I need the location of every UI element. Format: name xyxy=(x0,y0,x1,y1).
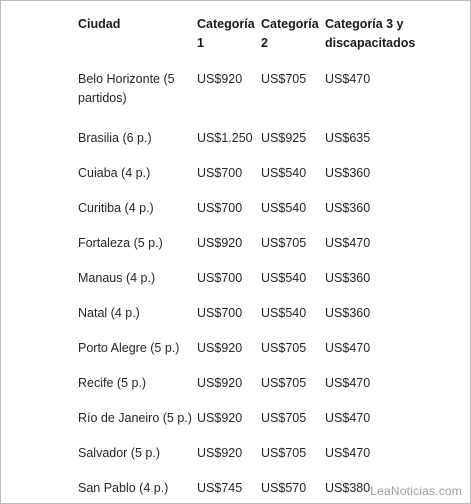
price-cat2-cell: US$540 xyxy=(261,201,307,215)
table-row xyxy=(73,187,450,222)
header-category-2: Categoría 2 xyxy=(261,17,319,50)
price-cat1-cell: US$920 xyxy=(197,376,243,390)
table-row xyxy=(73,117,450,152)
price-cat2-cell: US$570 xyxy=(261,481,307,495)
header-city: Ciudad xyxy=(78,17,121,31)
price-cat1-cell: US$920 xyxy=(197,236,243,250)
table-row xyxy=(73,432,450,467)
price-cat2-cell: US$540 xyxy=(261,166,307,180)
table-row xyxy=(73,292,450,327)
price-cat2-cell: US$705 xyxy=(261,72,307,86)
city-cell: Cuiaba (4 p.) xyxy=(78,166,151,180)
price-cat2-cell: US$705 xyxy=(261,446,307,460)
price-cat2-cell: US$540 xyxy=(261,271,307,285)
price-cat3-cell: US$360 xyxy=(325,166,371,180)
price-cat3-cell: US$470 xyxy=(325,411,371,425)
price-cat1-cell: US$920 xyxy=(197,341,243,355)
table-row xyxy=(73,222,450,257)
table-row xyxy=(73,327,450,362)
city-cell: Natal (4 p.) xyxy=(78,306,140,320)
header-category-1: Categoría 1 xyxy=(197,17,255,50)
table-row xyxy=(73,64,450,117)
price-cat3-cell: US$360 xyxy=(325,271,371,285)
price-cat2-cell: US$705 xyxy=(261,411,307,425)
price-cat3-cell: US$360 xyxy=(325,306,371,320)
city-cell: San Pablo (4 p.) xyxy=(78,481,169,495)
price-cat3-cell: US$470 xyxy=(325,72,371,86)
table-row xyxy=(73,152,450,187)
price-cat1-cell: US$920 xyxy=(197,446,243,460)
city-cell: Fortaleza (5 p.) xyxy=(78,236,163,250)
watermark-text: LeaNoticias.com xyxy=(370,484,462,498)
price-cat1-cell: US$700 xyxy=(197,306,243,320)
header-category-3: Categoría 3 y discapacitados xyxy=(325,17,416,50)
table-row xyxy=(73,257,450,292)
city-cell: Recife (5 p.) xyxy=(78,376,147,390)
price-cat1-cell: US$700 xyxy=(197,166,243,180)
city-cell: Río de Janeiro (5 p.) xyxy=(78,411,192,425)
city-cell: Porto Alegre (5 p.) xyxy=(78,341,180,355)
city-cell: Brasilia (6 p.) xyxy=(78,131,152,145)
price-cat2-cell: US$705 xyxy=(261,376,307,390)
price-cat1-cell: US$700 xyxy=(197,201,243,215)
price-cat1-cell: US$700 xyxy=(197,271,243,285)
ticket-price-table xyxy=(73,11,450,502)
price-cat3-cell: US$470 xyxy=(325,341,371,355)
price-cat1-cell: US$745 xyxy=(197,481,243,495)
price-cat2-cell: US$705 xyxy=(261,341,307,355)
city-cell: Manaus (4 p.) xyxy=(78,271,156,285)
price-cat3-cell: US$380 xyxy=(325,481,371,495)
price-cat3-cell: US$635 xyxy=(325,131,371,145)
city-cell: Belo Horizonte (5 partidos) xyxy=(78,72,175,105)
price-cat3-cell: US$470 xyxy=(325,236,371,250)
table-header-row xyxy=(73,11,450,64)
city-cell: Salvador (5 p.) xyxy=(78,446,160,460)
price-cat2-cell: US$925 xyxy=(261,131,307,145)
price-cat1-cell: US$920 xyxy=(197,411,243,425)
city-cell: Curitiba (4 p.) xyxy=(78,201,154,215)
price-cat1-cell: US$1.250 xyxy=(197,131,253,145)
table-row xyxy=(73,362,450,397)
price-cat1-cell: US$920 xyxy=(197,72,243,86)
price-cat3-cell: US$360 xyxy=(325,201,371,215)
table-row xyxy=(73,397,450,432)
price-cat3-cell: US$470 xyxy=(325,376,371,390)
price-cat2-cell: US$540 xyxy=(261,306,307,320)
price-cat3-cell: US$470 xyxy=(325,446,371,460)
price-cat2-cell: US$705 xyxy=(261,236,307,250)
